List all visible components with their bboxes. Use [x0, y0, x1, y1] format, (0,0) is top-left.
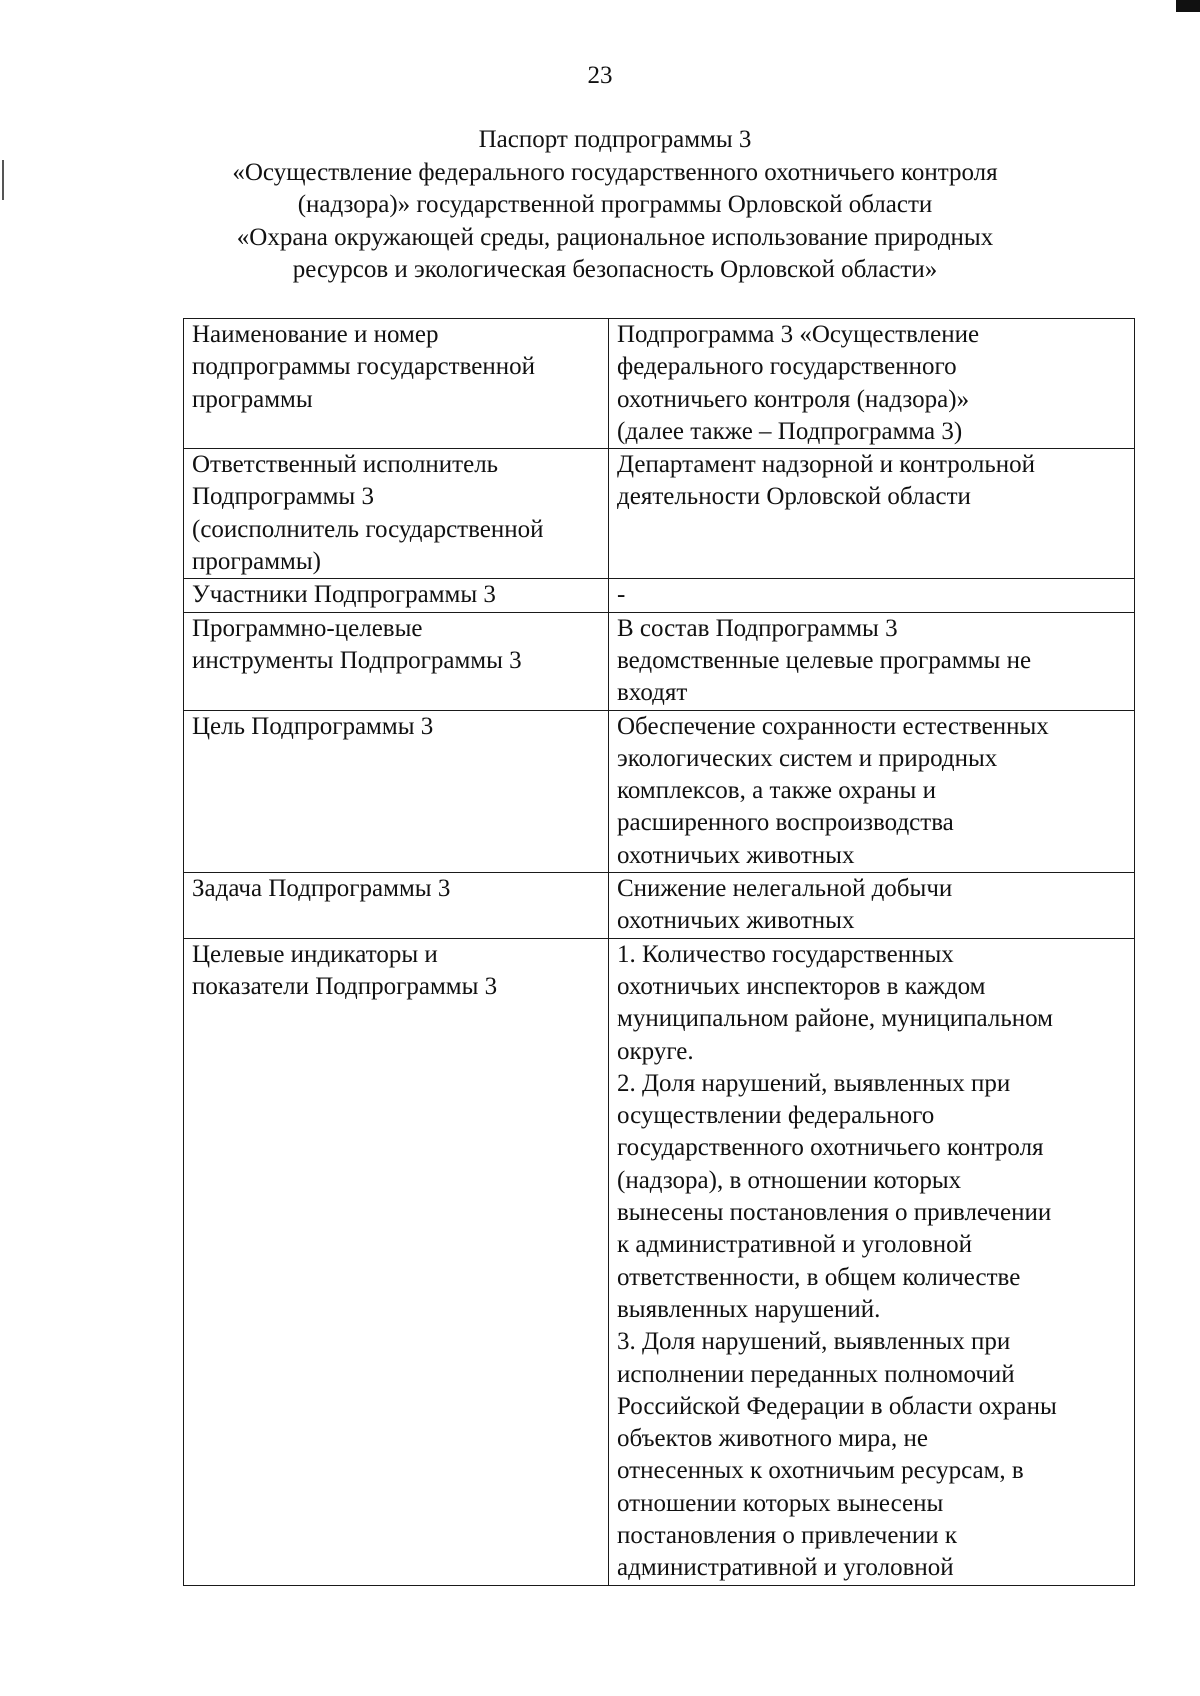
row-value-line: охотничьих животных: [617, 907, 855, 935]
row-value-line: федерального государственного: [617, 353, 957, 381]
row-value-line: Снижение нелегальной добычи: [617, 875, 953, 903]
row-value-cell: [609, 710, 1135, 872]
row-value-line: комплексов, а также охраны и: [617, 777, 936, 805]
row-value-line: ведомственные целевые программы не: [617, 646, 1032, 674]
row-value-line: (надзора), в отношении которых: [617, 1166, 962, 1194]
row-value-line: ответственности, в общем количестве: [617, 1263, 1021, 1291]
row-label-cell: [184, 710, 609, 872]
table-row: [184, 579, 1135, 612]
row-label-line: Целевые индикаторы и: [192, 940, 438, 968]
row-value-cell: [609, 612, 1135, 710]
passport-table-body: [184, 319, 1135, 1586]
row-value-cell: [609, 449, 1135, 579]
row-value-line: Подпрограмма 3 «Осуществление: [617, 321, 980, 348]
table-row: [184, 319, 1135, 449]
row-value-line: отношении которых вынесены: [617, 1489, 944, 1517]
row-value-line: выявленных нарушений.: [617, 1295, 881, 1323]
row-value-cell: [609, 938, 1135, 1585]
row-value-line: Обеспечение сохранности естественных: [617, 712, 1049, 740]
row-value-line: округе.: [617, 1037, 694, 1065]
row-label-line: Участники Подпрограммы 3: [192, 581, 496, 609]
row-label-line: Задача Подпрограммы 3: [192, 875, 451, 903]
document-heading: [150, 124, 1080, 287]
row-value-line: экологических систем и природных: [617, 744, 998, 772]
row-value-line: охотничьих животных: [617, 841, 855, 869]
row-label-line: Программно-целевые: [192, 614, 423, 642]
heading-line: Паспорт подпрограммы 3: [478, 126, 752, 153]
row-value-line: отнесенных к охотничьим ресурсам, в: [617, 1457, 1024, 1485]
row-value-line: входят: [617, 679, 688, 707]
row-label-cell: [184, 449, 609, 579]
row-value-line: осуществлении федерального: [617, 1102, 935, 1130]
row-value-line: расширенного воспроизводства: [617, 809, 954, 837]
row-label-line: инструменты Подпрограммы 3: [192, 646, 522, 674]
row-value-line: государственного охотничьего контроля: [617, 1134, 1044, 1162]
row-value-cell: [609, 873, 1135, 939]
row-value-cell: [609, 579, 1135, 612]
row-value-line: деятельности Орловской области: [617, 483, 971, 511]
row-value-line: муниципальном районе, муниципальном: [617, 1005, 1053, 1033]
table-row: [184, 449, 1135, 579]
table-row: [184, 873, 1135, 939]
heading-line: (надзора)» государственной программы Орловской области: [297, 191, 933, 218]
row-label-line: Цель Подпрограммы 3: [192, 712, 434, 740]
row-value-line: объектов животного мира, не: [617, 1425, 928, 1453]
row-label-line: программы): [192, 548, 321, 576]
row-label-line: Подпрограммы 3: [192, 483, 374, 511]
row-label-cell: [184, 579, 609, 612]
table-row: [184, 612, 1135, 710]
row-label-line: показатели Подпрограммы 3: [192, 972, 498, 1000]
row-value-line: постановления о привлечении к: [617, 1521, 957, 1549]
row-label-line: подпрограммы государственной: [192, 353, 535, 381]
row-label-line: Ответственный исполнитель: [192, 451, 499, 479]
heading-line: «Охрана окружающей среды, рациональное использование природных: [236, 223, 994, 251]
row-label-cell: [184, 612, 609, 710]
row-label-cell: [184, 319, 609, 449]
row-label-line: (соисполнитель государственной: [192, 515, 544, 543]
heading-line: ресурсов и экологическая безопасность Орловской области»: [292, 256, 938, 283]
passport-table: [183, 318, 1135, 1586]
row-value-line: к административной и уголовной: [617, 1231, 973, 1259]
row-label-cell: [184, 873, 609, 939]
heading-line: «Осуществление федерального государственного охотничьего контроля: [232, 158, 998, 186]
row-label-line: Наименование и номер: [192, 321, 439, 348]
row-value-line: -: [617, 581, 626, 609]
page-number: 23: [587, 62, 613, 89]
row-value-line: В состав Подпрограммы 3: [617, 614, 898, 642]
row-value-line: охотничьего контроля (надзора)»: [617, 385, 970, 413]
table-row: [184, 938, 1135, 1585]
row-value-line: Департамент надзорной и контрольной: [617, 451, 1036, 479]
row-value-line: вынесены постановления о привлечении: [617, 1199, 1052, 1227]
row-value-line: (далее также – Подпрограмма 3): [617, 417, 963, 445]
row-value-line: исполнении переданных полномочий: [617, 1360, 1015, 1388]
row-value-cell: [609, 319, 1135, 449]
row-value-line: 3. Доля нарушений, выявленных при: [617, 1328, 1011, 1356]
table-row: [184, 710, 1135, 872]
row-value-line: административной и уголовной: [617, 1554, 954, 1582]
scan-edge-mark: [2, 160, 4, 200]
row-value-line: Российской Федерации в области охраны: [617, 1392, 1057, 1420]
row-value-line: 1. Количество государственных: [617, 940, 954, 968]
row-value-line: охотничьих инспекторов в каждом: [617, 972, 986, 1000]
scan-corner-mark: [1176, 0, 1200, 12]
row-label-cell: [184, 938, 609, 1585]
row-label-line: программы: [192, 385, 313, 413]
row-value-line: 2. Доля нарушений, выявленных при: [617, 1069, 1011, 1097]
